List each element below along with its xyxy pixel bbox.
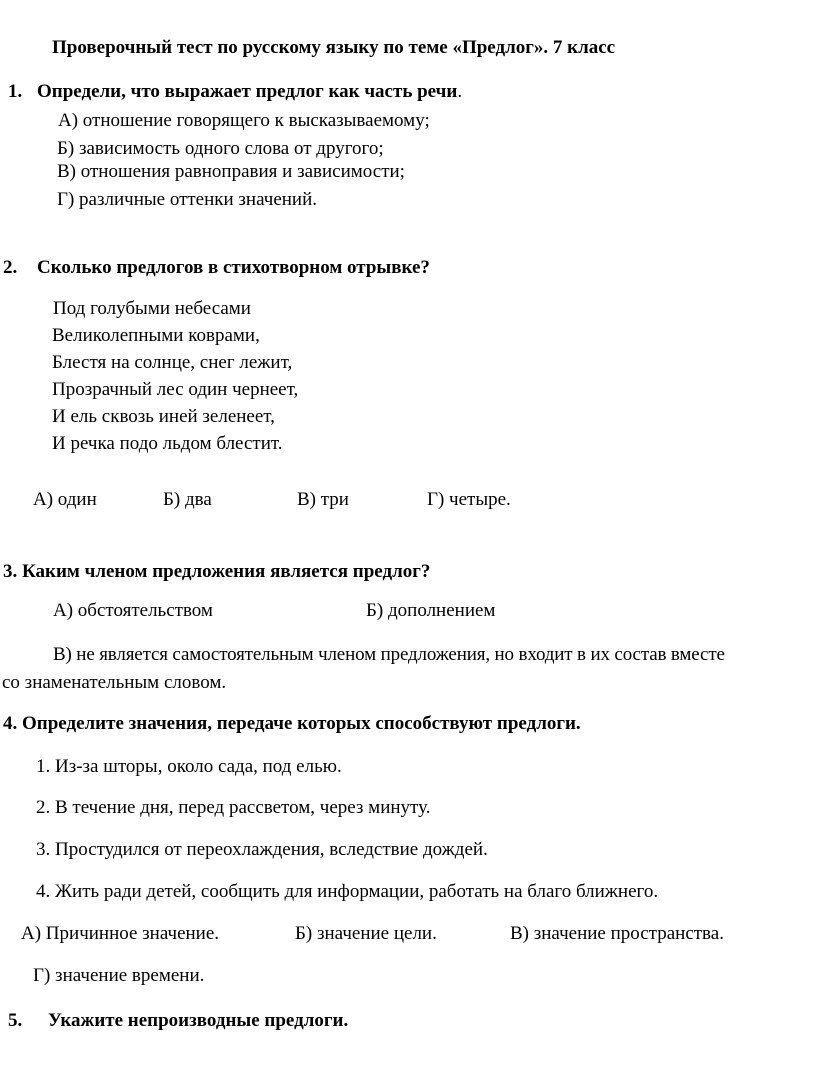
- poem-line-5: И ель сквозь иней зеленеет,: [52, 406, 275, 427]
- q1-question-period: .: [457, 81, 463, 102]
- q5-number: 5.: [8, 1010, 23, 1031]
- q1-option-c: В) отношения равноправия и зависимости;: [57, 161, 405, 182]
- q1-question: [37, 82, 462, 101]
- page-title: Проверочный тест по русскому языку по теме «Предлог». 7 класс: [52, 37, 616, 58]
- q4-item-3: 3. Простудился от переохлаждения, вследствие дождей.: [36, 839, 488, 860]
- q5-question: Укажите непроизводные предлоги.: [48, 1010, 349, 1031]
- poem-line-2: Великолепными коврами,: [52, 325, 260, 346]
- q3-option-b: Б) дополнением: [366, 600, 496, 621]
- q3-question: 3. Каким членом предложения является предлог?: [3, 561, 431, 582]
- q4-item-1: 1. Из-за шторы, около сада, под елью.: [36, 756, 342, 777]
- q4-item-4: 4. Жить ради детей, сообщить для информации, работать на благо ближнего.: [36, 881, 659, 902]
- q4-meaning-c: В) значение пространства.: [510, 923, 724, 944]
- q4-meaning-d: Г) значение времени.: [33, 965, 205, 986]
- poem-line-6: И речка подо льдом блестит.: [52, 433, 283, 454]
- q1-question-text: Определи, что выражает предлог как часть речи: [37, 81, 458, 102]
- q3-option-c-cont: со знаменательным словом.: [2, 672, 227, 693]
- q4-meaning-a: А) Причинное значение.: [21, 923, 220, 944]
- q2-answer-d: Г) четыре.: [427, 489, 511, 510]
- q2-answer-c: В) три: [297, 489, 349, 510]
- poem-line-4: Прозрачный лес один чернеет,: [52, 379, 299, 400]
- q1-number: 1.: [8, 81, 23, 102]
- q4-question: 4. Определите значения, передаче которых способствуют предлоги.: [3, 713, 581, 734]
- q2-answer-b: Б) два: [163, 489, 212, 510]
- poem-line-1: Под голубыми небесами: [53, 298, 251, 319]
- q1-option-d: Г) различные оттенки значений.: [57, 189, 318, 210]
- q2-number: 2.: [3, 257, 18, 278]
- q3-option-c: В) не является самостоятельным членом предложения, но входит в их состав вместе: [53, 644, 725, 665]
- q1-option-a: А) отношение говорящего к высказываемому;: [58, 110, 430, 131]
- q4-item-2: 2. В течение дня, перед рассветом, через минуту.: [36, 797, 431, 818]
- q4-meaning-b: Б) значение цели.: [295, 923, 437, 944]
- poem-line-3: Блестя на солнце, снег лежит,: [52, 352, 293, 373]
- q2-question: Сколько предлогов в стихотворном отрывке?: [37, 257, 430, 278]
- q3-option-a: А) обстоятельством: [53, 600, 213, 621]
- q1-option-b: Б) зависимость одного слова от другого;: [57, 138, 384, 159]
- q2-answer-a: А) один: [33, 489, 97, 510]
